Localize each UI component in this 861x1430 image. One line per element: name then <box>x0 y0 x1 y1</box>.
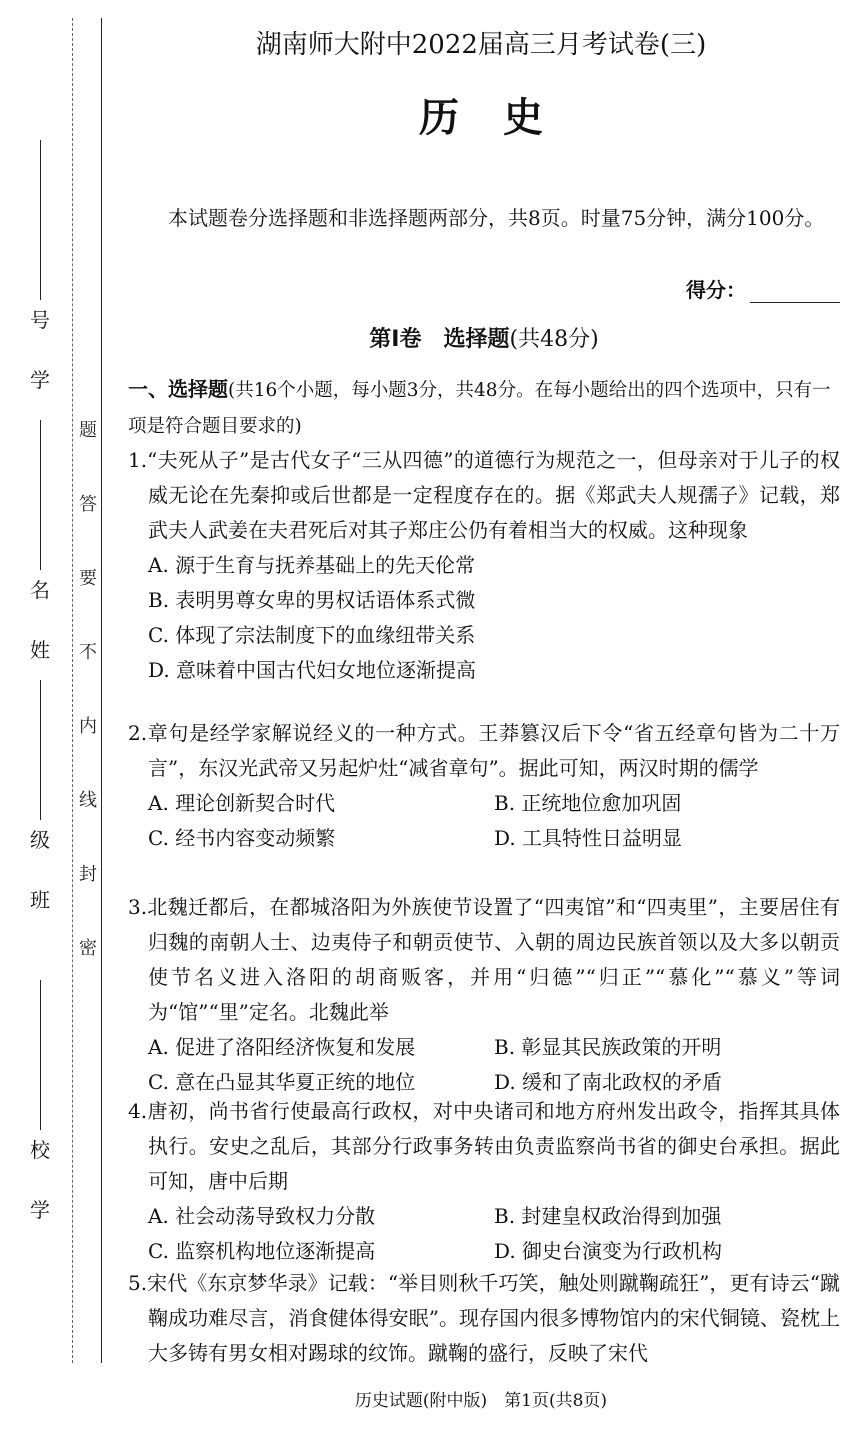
seal-char: 题 <box>79 420 97 441</box>
option-b[interactable]: B. 封建皇权政治得到加强 <box>494 1204 722 1228</box>
part-title: 一、选择题 <box>128 377 228 401</box>
school-line <box>40 980 41 1130</box>
score-field[interactable] <box>686 274 840 303</box>
question-stem: 3.北魏迁都后，在都城洛阳为外族使节设置了“四夷馆”和“四夷里”，主要居住有归魏的南朝人士、边夷侍子和朝贡使节、入朝的周边民族首领以及大多以朝贡使节名义进入洛阳的胡商贩客，并用“归德”“归正”“慕化”“慕义”等词为“馆”“里”定名。北魏此举 <box>128 895 840 1024</box>
option-row <box>128 786 840 821</box>
school-label-2: 学 <box>30 1198 50 1222</box>
class-label-2: 班 <box>30 888 50 912</box>
name-label-2: 姓 <box>30 638 50 662</box>
name-line <box>40 420 41 570</box>
seal-char: 封 <box>79 864 97 885</box>
question-stem: 2.章句是经学家解说经义的一种方式。王莽篡汉后下令“省五经章句皆为二十万言”，东汉光武帝又另起炉灶“减省章句”。据此可知，两汉时期的儒学 <box>128 721 840 780</box>
option-c[interactable]: C. 体现了宗法制度下的血缘纽带关系 <box>148 623 476 647</box>
student-number-label-1: 号 <box>30 308 50 332</box>
question-stem: 5.宋代《东京梦华录》记载：“举目则秋千巧笑，触处则蹴鞠疏狂”，更有诗云“蹴鞠成功难尽言，消食健体得安眠”。现存国内很多博物馆内的宋代铜镜、瓷枕上大多铸有男女相对踢球的纹饰。蹴鞠的盛行，反映了宋代 <box>128 1271 840 1365</box>
class-label-1: 级 <box>30 828 50 852</box>
seal-char: 线 <box>79 790 97 811</box>
option-c[interactable]: C. 监察机构地位逐渐提高 <box>148 1239 376 1263</box>
seal-char: 密 <box>79 938 97 959</box>
seal-char: 内 <box>79 716 97 737</box>
school-label-1: 校 <box>30 1138 50 1162</box>
section-roman: 第Ⅰ卷 <box>369 327 422 352</box>
option-row <box>128 1030 840 1065</box>
question-3 <box>128 890 840 1100</box>
option-d[interactable]: D. 缓和了南北政权的矛盾 <box>494 1070 723 1094</box>
option-d[interactable]: D. 御史台演变为行政机构 <box>494 1239 723 1263</box>
school-field[interactable] <box>22 980 58 1230</box>
name-label-1: 名 <box>30 578 50 602</box>
option-a[interactable]: A. 源于生育与抚养基础上的先天伦常 <box>148 553 476 577</box>
option-row <box>128 1234 840 1269</box>
part-note: (共16个小题，每小题3分，共48分。在每小题给出的四个选项中，只有一项是符合题目要求的) <box>128 380 831 437</box>
section-points: (共48分) <box>509 327 599 352</box>
name-field[interactable] <box>22 420 58 670</box>
option-c[interactable]: C. 意在凸显其华夏正统的地位 <box>148 1070 416 1094</box>
option-a[interactable]: A. 促进了洛阳经济恢复和发展 <box>148 1035 416 1059</box>
option-b[interactable]: B. 彰显其民族政策的开明 <box>494 1035 722 1059</box>
option-c[interactable]: C. 经书内容变动频繁 <box>148 826 336 850</box>
option-row <box>128 821 840 856</box>
option-b[interactable]: B. 表明男尊女卑的男权话语体系式微 <box>148 588 476 612</box>
score-blank[interactable] <box>750 282 840 303</box>
student-number-field[interactable] <box>22 140 58 400</box>
part-heading <box>128 372 840 444</box>
cut-line <box>72 18 73 1363</box>
student-number-label-2: 学 <box>30 368 50 392</box>
question-2 <box>128 716 840 856</box>
seal-char: 要 <box>79 568 97 589</box>
binding-line <box>101 18 102 1363</box>
page-footer: 历史试题(附中版) 第1页(共8页) <box>354 1391 608 1411</box>
class-line <box>40 680 41 820</box>
section-heading <box>128 322 840 353</box>
subject-title: 历史 <box>419 95 587 141</box>
question-stem: 4.唐初，尚书省行使最高行政权，对中央诸司和地方府州发出政令，指挥其具体执行。安史之乱后，其部分行政事务转由负责监察尚书省的御史台承担。据此可知，唐中后期 <box>128 1099 840 1193</box>
option-a[interactable]: A. 理论创新契合时代 <box>148 791 336 815</box>
option-d[interactable]: D. 工具特性日益明显 <box>494 826 683 850</box>
exam-instructions: 本试题卷分选择题和非选择题两部分，共8页。时量75分钟，满分100分。 <box>168 206 825 230</box>
score-label: 得分： <box>686 278 746 302</box>
option-a[interactable]: A. 社会动荡导致权力分散 <box>148 1204 376 1228</box>
seal-char: 不 <box>79 642 97 663</box>
option-row <box>128 1199 840 1234</box>
option-b[interactable]: B. 正统地位愈加巩固 <box>494 791 682 815</box>
question-stem: 1.“夫死从子”是古代女子“三从四德”的道德行为规范之一，但母亲对于儿子的权威无论在先秦抑或后世都是一定程度存在的。据《郑武夫人规孺子》记载，郑武夫人武姜在夫君死后对其子郑庄公仍有着相当大的权威。这种现象 <box>128 448 840 542</box>
section-name: 选择题 <box>443 327 510 352</box>
question-1 <box>128 443 840 688</box>
question-5 <box>128 1266 840 1371</box>
exam-title: 湖南师大附中2022届高三月考试卷(三) <box>255 30 707 60</box>
option-d[interactable]: D. 意味着中国古代妇女地位逐渐提高 <box>148 658 477 682</box>
seal-line-notice <box>76 420 100 960</box>
class-field[interactable] <box>22 680 58 920</box>
question-4 <box>128 1094 840 1269</box>
seal-char: 答 <box>79 494 97 515</box>
student-number-line <box>40 140 41 300</box>
